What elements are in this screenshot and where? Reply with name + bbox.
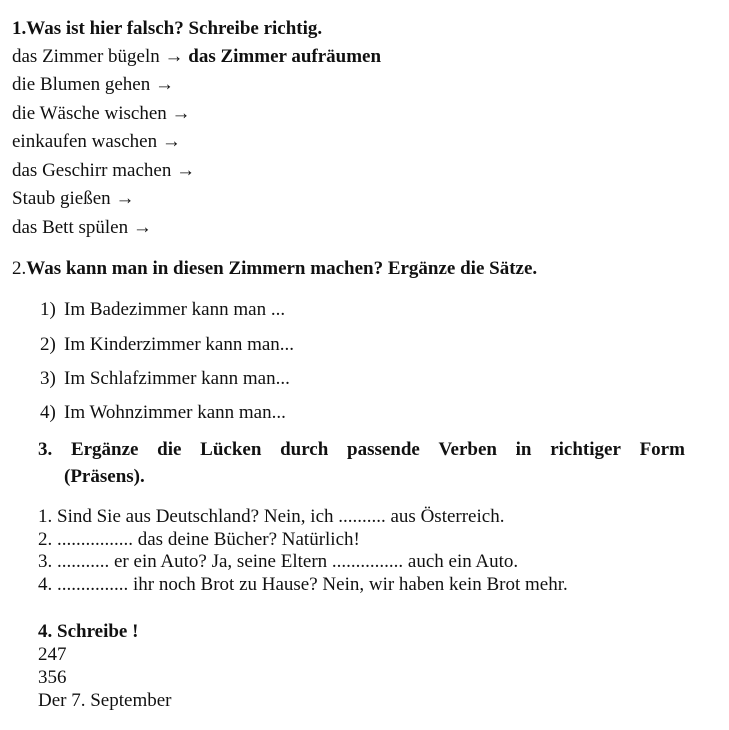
arrow-icon: → [176,160,196,181]
item-answer: das Zimmer aufräumen [188,46,382,67]
item-text: das Zimmer bügeln [12,46,160,67]
exercise-1-item [12,188,134,210]
arrow-icon: → [132,217,152,238]
item-text: Im Schlafzimmer kann man... [64,368,290,389]
title-word: passende [347,439,420,460]
title-word: Verben [438,439,497,460]
title-word: durch [280,439,329,460]
exercise-1-item [12,46,381,68]
arrow-icon: → [164,46,184,67]
title-word: Form [639,439,685,460]
exercise-3-item: 3. ........... er ein Auto? Ja, seine Eltern ............... auch ein Auto. [38,551,519,572]
exercise-1-item [12,74,174,96]
exercise-1-item [12,160,195,182]
title-word: 3. [38,439,53,460]
title-word: in [515,439,532,460]
exercise-1-title: 1.Was ist hier falsch? Schreibe richtig. [12,18,323,39]
item-text: Im Badezimmer kann man ... [64,299,286,320]
arrow-icon: → [115,188,135,209]
title-word: die [157,439,182,460]
exercise-3-title [38,436,685,490]
exercise-4-item: Der 7. September [38,690,172,711]
arrow-icon: → [155,74,174,95]
item-text: Im Wohnzimmer kann man... [64,402,286,423]
item-number: 2) [40,334,56,355]
title-word: Lücken [200,439,262,460]
exercise-4-title: 4. Schreibe ! [38,621,139,642]
exercise-3-title-line-1 [38,436,685,463]
item-text: das Geschirr machen [12,160,172,181]
item-number: 4) [40,402,56,423]
exercise-2-title [12,258,537,280]
item-text: Im Kinderzimmer kann man... [64,334,295,355]
exercise-4-item: 356 [38,667,67,688]
exercise-2-heading: Was kann man in diesen Zimmern machen? Ergänze die Sätze. [26,258,538,279]
exercise-3-title-line-2: (Präsens). [64,466,145,487]
item-text: das Bett spülen [12,217,129,238]
exercise-2-item [40,368,290,390]
exercise-1-item [12,217,152,239]
exercise-1-item [12,103,191,125]
exercise-3-item: 2. ................ das deine Bücher? Natürlich! [38,529,360,550]
item-text: die Blumen gehen [12,74,151,95]
exercise-2-item [40,299,285,321]
item-text: die Wäsche wischen [12,103,167,124]
exercise-2-number: 2. [12,258,27,279]
item-text: einkaufen waschen [12,131,158,152]
item-number: 3) [40,368,56,389]
item-number: 1) [40,299,56,320]
item-text: Staub gießen [12,188,111,209]
exercise-2-item [40,402,286,424]
exercise-1-item [12,131,181,153]
exercise-3-item: 1. Sind Sie aus Deutschland? Nein, ich .......... aus Österreich. [38,506,505,527]
title-word: richtiger [550,439,621,460]
title-word: Ergänze [70,439,139,460]
exercise-2-item [40,334,294,356]
arrow-icon: → [161,131,181,152]
exercise-3-item: 4. ............... ihr noch Brot zu Hause? Nein, wir haben kein Brot mehr. [38,574,568,595]
exercise-4-item: 247 [38,644,67,665]
arrow-icon: → [171,103,191,124]
